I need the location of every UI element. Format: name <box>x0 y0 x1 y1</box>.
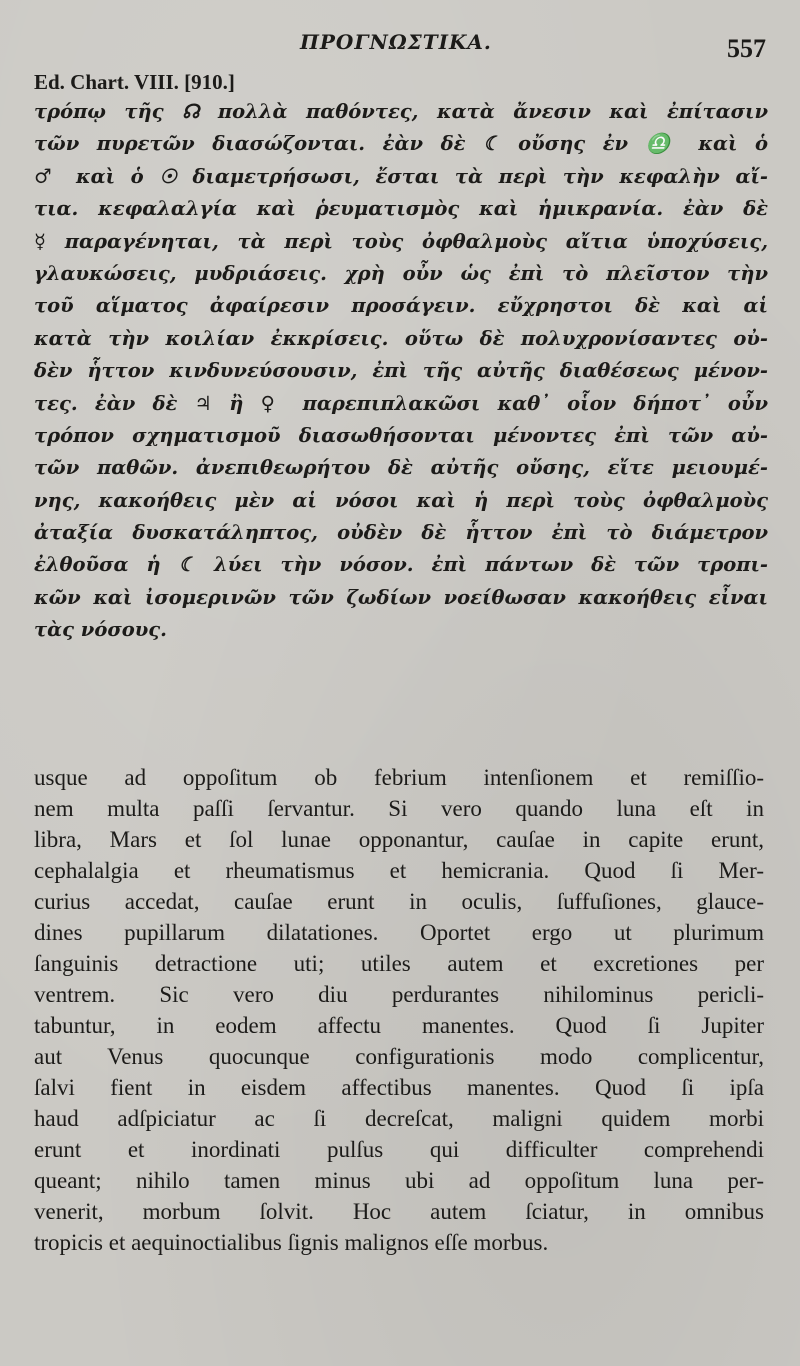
greek-text-block <box>34 96 768 647</box>
greek-line: τὰς νόσους. <box>34 618 167 642</box>
greek-line: ☿ παραγένηται, τὰ περὶ τοὺς ὀφθαλμοὺς αἴτια ὑποχύσεις, <box>34 229 768 253</box>
latin-line: venerit, morbum ſolvit. Hoc autem ſciatur, in omnibus <box>34 1199 764 1224</box>
latin-line: cephalalgia et rheumatismus et hemicrania. Quod ſi Mer- <box>34 858 764 883</box>
latin-line: nem multa paſſi ſervantur. Si vero quando luna eſt in <box>34 796 764 821</box>
latin-line: aut Venus quocunque configurationis modo complicentur, <box>34 1044 764 1069</box>
latin-line: erunt et inordinati pulſus qui difficulter comprehendi <box>34 1137 764 1162</box>
greek-line: κατὰ τὴν κοιλίαν ἐκκρίσεις. οὕτω δὲ πολυχρονίσαντες οὐ- <box>34 326 768 350</box>
latin-line: tropicis et aequinoctialibus ſignis malignos eſſe morbus. <box>34 1230 549 1255</box>
greek-line: δὲν ἧττον κινδυνεύσουσιν, ἐπὶ τῆς αὐτῆς διαθέσεως μένον- <box>34 359 768 383</box>
greek-line: τῶν πυρετῶν διασώζονται. ἐὰν δὲ ☾ οὔσης ἐν ♎ καὶ ὁ <box>34 132 768 156</box>
greek-line: τρόπῳ τῆς ☊ πολλὰ παθόντες, κατὰ ἄνεσιν καὶ ἐπίτασιν <box>34 100 768 123</box>
greek-line: νης, κακοήθεις μὲν αἱ νόσοι καὶ ἡ περὶ τοὺς ὀφθαλμοὺς <box>34 488 768 512</box>
edition-reference: Ed. Chart. VIII. [910.] <box>34 70 235 94</box>
greek-line: τια. κεφαλαλγία καὶ ῥευματισμὸς καὶ ἡμικρανία. ἐὰν δὲ <box>34 197 768 221</box>
latin-line: ſanguinis detractione uti; utiles autem et excretiones per <box>34 951 764 976</box>
page-number: 557 <box>727 34 766 63</box>
greek-line: ἀταξία δυσκατάληπτος, οὐδὲν δὲ ἧττον ἐπὶ τὸ διάμετρον <box>34 521 768 545</box>
latin-line: ſalvi fient in eisdem affectibus manentes. Quod ſi ipſa <box>34 1075 764 1100</box>
greek-line: τες. ἐὰν δὲ ♃ ἢ ♀ παρεπιπλακῶσι καθ᾽ οἷον δήποτ᾽ οὖν <box>34 391 768 415</box>
greek-line: τοῦ αἵματος ἀφαίρεσιν προσάγειν. εὔχρηστοι δὲ καὶ αἱ <box>34 294 768 318</box>
greek-line: τρόπον σχηματισμοῦ διασωθήσονται μένοντες ἐπὶ τῶν αὐ- <box>34 423 768 447</box>
latin-line: queant; nihilo tamen minus ubi ad oppoſitum luna per- <box>34 1168 764 1193</box>
latin-text-block <box>34 762 764 1258</box>
latin-line: dines pupillarum dilatationes. Oportet ergo ut plurimum <box>34 920 764 945</box>
greek-line: ἐλθοῦσα ἡ ☾ λύει τὴν νόσον. ἐπὶ πάντων δὲ τῶν τροπι- <box>34 553 768 577</box>
latin-line: usque ad oppoſitum ob febrium intenſionem et remiſſio- <box>34 765 764 790</box>
greek-line: τῶν παθῶν. ἀνεπιθεωρήτου δὲ αὐτῆς οὔσης, εἴτε μειουμέ- <box>34 456 768 480</box>
latin-line: curius accedat, cauſae erunt in oculis, ſuffuſiones, glauce- <box>34 889 764 914</box>
latin-line: ventrem. Sic vero diu perdurantes nihilominus pericli- <box>34 982 764 1007</box>
greek-line: ♂ καὶ ὁ ☉ διαμετρήσωσι, ἔσται τὰ περὶ τὴν κεφαλὴν αἴ- <box>34 164 768 188</box>
latin-line: haud adſpiciatur ac ſi decreſcat, maligni quidem morbi <box>34 1106 764 1131</box>
greek-line: κῶν καὶ ἰσομερινῶν τῶν ζωδίων νοείθωσαν κακοήθεις εἶναι <box>34 585 768 609</box>
running-title: ΠΡΟΓΝΩΣΤΙΚΑ. <box>300 30 492 54</box>
greek-line: γλαυκώσεις, μυδριάσεις. χρὴ οὖν ὡς ἐπὶ τὸ πλεῖστον τὴν <box>34 261 768 285</box>
latin-line: tabuntur, in eodem affectu manentes. Quod ſi Jupiter <box>34 1013 764 1038</box>
latin-line: libra, Mars et ſol lunae opponantur, cauſae in capite erunt, <box>34 827 764 852</box>
